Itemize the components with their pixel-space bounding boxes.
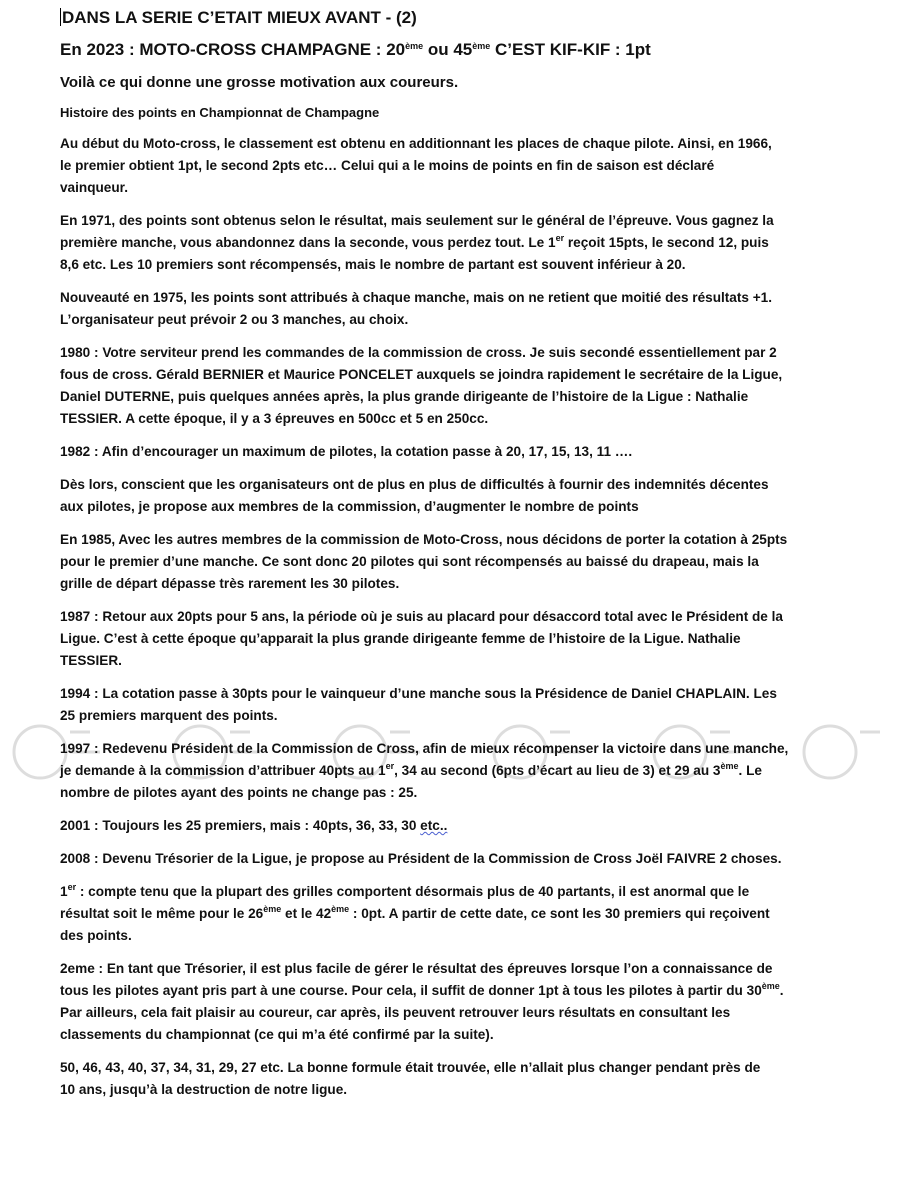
text-line: classements du championnat (ce qui m’a été confirmé par la suite). <box>60 1027 494 1042</box>
text-part: reçoit 15pts, le second 12, puis <box>564 235 769 250</box>
text-part: je demande à la commission d’attribuer 40pts au 1 <box>60 763 386 778</box>
text-part: : compte tenu que la plupart des grilles comportent désormais plus de 40 partants, il est anormal que le <box>76 884 750 899</box>
text-part: 2001 : Toujours les 25 premiers, mais : 40pts, 36, 33, 30 <box>60 818 421 833</box>
text-line: 1982 : Afin d’encourager un maximum de pilotes, la cotation passe à 20, 17, 15, 13, 11 …. <box>60 444 633 459</box>
text-line: 1994 : La cotation passe à 30pts pour le vainqueur d’une manche sous la Présidence de Daniel CHAPLAIN. Les <box>60 686 777 701</box>
paragraph-1980 <box>60 342 840 430</box>
text-line <box>60 760 840 782</box>
paragraph-first-proposal <box>60 881 840 947</box>
document-page <box>60 8 840 1112</box>
spellcheck-underlined-word: etc.. <box>420 818 448 833</box>
text-line: L’organisateur peut prévoir 2 ou 3 manches, au choix. <box>60 312 409 327</box>
text-line: aux pilotes, je propose aux membres de la commission, d’augmenter le nombre de points <box>60 499 639 514</box>
text-line: TESSIER. A cette époque, il y a 3 épreuves en 500cc et 5 en 250cc. <box>60 411 489 426</box>
superscript: er <box>555 233 565 243</box>
text-line: Nouveauté en 1975, les points sont attribués à chaque manche, mais on ne retient que moitié des résultats +1. <box>60 290 772 305</box>
superscript: er <box>67 882 77 892</box>
text-part: : 0pt. A partir de cette date, ce sont les 30 premiers qui reçoivent <box>349 906 770 921</box>
paragraph-1985 <box>60 529 840 595</box>
text-line: 1997 : Redevenu Président de la Commission de Cross, afin de mieux récompenser la victoire dans une manche, <box>60 741 789 756</box>
text-part: , 34 au second (6pts d’écart au lieu de 3) et 29 au 3 <box>394 763 721 778</box>
section-heading: Histoire des points en Championnat de Champagne <box>60 105 380 120</box>
text-line: Par ailleurs, cela fait plaisir au coureur, car après, ils peuvent retrouver leurs résultats en consultant les <box>60 1005 731 1020</box>
text-line: TESSIER. <box>60 653 122 668</box>
text-line: 25 premiers marquent des points. <box>60 708 278 723</box>
superscript: ème <box>720 761 739 771</box>
text-line: fous de cross. Gérald BERNIER et Maurice PONCELET auxquels se joindra rapidement le secrétaire de la Ligue, <box>60 367 783 382</box>
superscript: ème <box>405 41 424 51</box>
text-line: En 1971, des points sont obtenus selon le résultat, mais seulement sur le général de l’épreuve. Vous gagnez la <box>60 213 774 228</box>
text-part: . Le <box>738 763 762 778</box>
subtitle-part: ou 45 <box>423 40 473 59</box>
text-line: 1980 : Votre serviteur prend les commandes de la commission de cross. Je suis secondé essentiellement par 2 <box>60 345 777 360</box>
text-line: 8,6 etc. Les 10 premiers sont récompensés, mais le nombre de partant est souvent inférieur à 20. <box>60 257 686 272</box>
paragraph-1982 <box>60 441 840 463</box>
paragraph-1966 <box>60 133 840 199</box>
text-line: nombre de pilotes ayant des points ne change pas : 25. <box>60 785 418 800</box>
text-line <box>60 903 840 925</box>
text-line: 50, 46, 43, 40, 37, 34, 31, 29, 27 etc. La bonne formule était trouvée, elle n’allait plus changer pendant près de <box>60 1060 761 1075</box>
text-line <box>60 815 840 837</box>
text-line: pour le premier d’une manche. Ce sont donc 20 pilotes qui sont récompensés au baissé du drapeau, mais la <box>60 554 759 569</box>
superscript: er <box>385 761 395 771</box>
text-part: première manche, vous abandonnez dans la seconde, vous perdez tout. Le 1 <box>60 235 556 250</box>
title-text: DANS LA SERIE C’ETAIT MIEUX AVANT - (2) <box>62 8 417 27</box>
lead-sentence: Voilà ce qui donne une grosse motivation aux coureurs. <box>60 74 459 91</box>
text-part: . <box>779 983 784 998</box>
text-line: Daniel DUTERNE, puis quelques années après, la plus grande dirigeante de l’histoire de la Ligue : Nathalie <box>60 389 749 404</box>
text-line: des points. <box>60 928 132 943</box>
text-line: Dès lors, conscient que les organisateurs ont de plus en plus de difficultés à fournir des indemnités décentes <box>60 477 769 492</box>
text-cursor <box>60 8 61 26</box>
text-line: vainqueur. <box>60 180 128 195</box>
text-line: grille de départ dépasse très rarement les 30 pilotes. <box>60 576 400 591</box>
text-line: Ligue. C’est à cette époque qu’apparait la plus grande dirigeante femme de l’histoire de la Ligue. Nathalie <box>60 631 741 646</box>
text-part: résultat soit le même pour le 26 <box>60 906 264 921</box>
paragraph-1975 <box>60 287 840 331</box>
document-title <box>60 8 840 28</box>
text-part: 1 <box>60 884 68 899</box>
text-line <box>60 980 840 1002</box>
paragraph-des-lors <box>60 474 840 518</box>
text-line: Au début du Moto-cross, le classement est obtenu en additionnant les places de chaque pilote. Ainsi, en 1966, <box>60 136 772 151</box>
superscript: ème <box>472 41 491 51</box>
document-subtitle <box>60 40 840 60</box>
text-line <box>60 881 840 903</box>
text-line: 2eme : En tant que Trésorier, il est plus facile de gérer le résultat des épreuves lorsque l’on a connaissance de <box>60 961 773 976</box>
superscript: ème <box>761 981 780 991</box>
text-line: 10 ans, jusqu’à la destruction de notre ligue. <box>60 1082 348 1097</box>
text-line: 2008 : Devenu Trésorier de la Ligue, je propose au Président de la Commission de Cross Joël FAIVRE 2 choses. <box>60 851 782 866</box>
text-part: et le 42 <box>281 906 332 921</box>
superscript: ème <box>263 904 282 914</box>
paragraph-2008 <box>60 848 840 870</box>
paragraph-2001 <box>60 815 840 837</box>
text-line: 1987 : Retour aux 20pts pour 5 ans, la période où je suis au placard pour désaccord total avec le Président de la <box>60 609 783 624</box>
superscript: ème <box>331 904 350 914</box>
text-line: le premier obtient 1pt, le second 2pts etc… Celui qui a le moins de points en fin de saison est déclaré <box>60 158 715 173</box>
text-line <box>60 232 840 254</box>
text-line: En 1985, Avec les autres membres de la commission de Moto-Cross, nous décidons de porter la cotation à 25pts <box>60 532 788 547</box>
paragraph-second-proposal <box>60 958 840 1046</box>
paragraph-1971 <box>60 210 840 276</box>
paragraph-1997 <box>60 738 840 804</box>
subtitle-part: C’EST KIF-KIF : 1pt <box>490 40 651 59</box>
text-part: tous les pilotes ayant pris part à une course. Pour cela, il suffit de donner 1pt à tous les pilotes à partir du 30 <box>60 983 762 998</box>
paragraph-1994 <box>60 683 840 727</box>
paragraph-conclusion <box>60 1057 840 1101</box>
paragraph-1987 <box>60 606 840 672</box>
subtitle-part: En 2023 : MOTO-CROSS CHAMPAGNE : 20 <box>60 40 406 59</box>
